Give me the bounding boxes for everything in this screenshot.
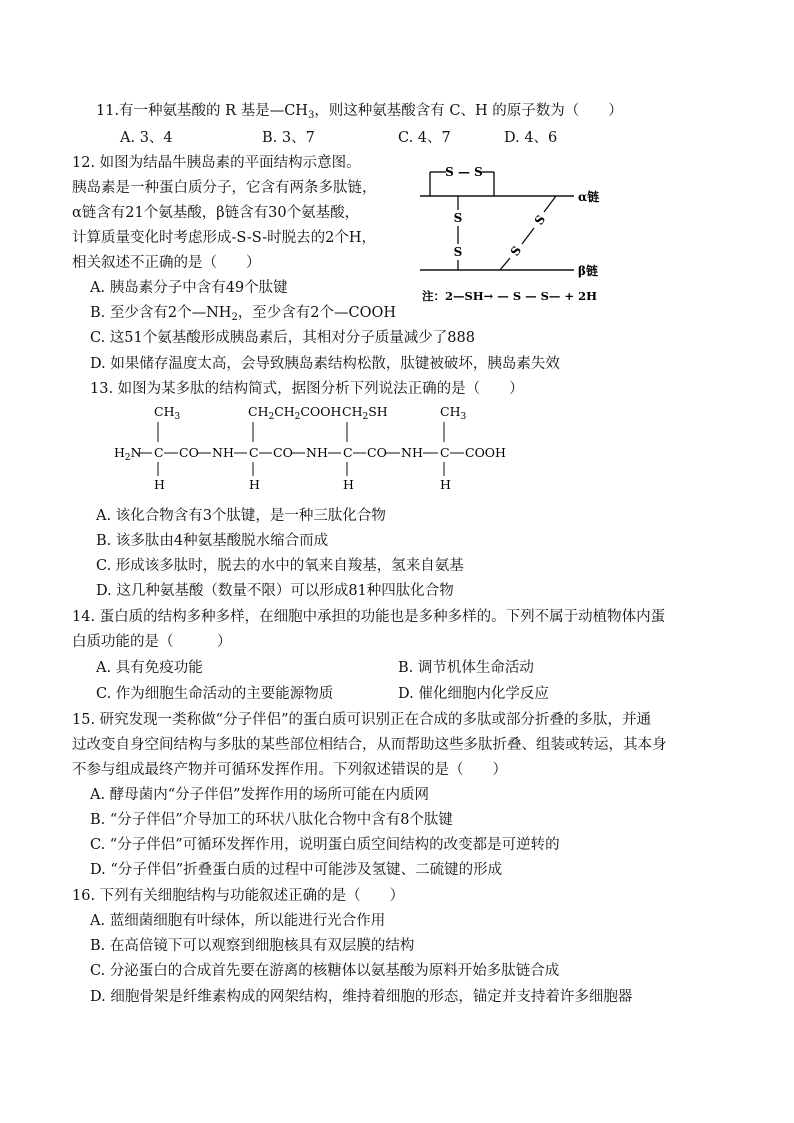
polypeptide-structural-formula bbox=[110, 402, 530, 494]
q14-option-a[interactable]: A. 具有免疫功能 bbox=[96, 660, 203, 676]
s-left-top: S bbox=[453, 211, 463, 225]
carboxyl-terminus: COOH bbox=[465, 445, 506, 460]
alpha-carbon-2: C bbox=[249, 445, 259, 460]
q11-stem: 11.有一种氨基酸的 R 基是$—CH_3$，则这种氨基酸含有 C、H 的原子数为（ ） bbox=[96, 103, 623, 121]
q12-stem-line-2: 胰岛素是一种蛋白质分子，它含有两条多肽链， bbox=[72, 180, 377, 196]
hydrogen-3: H bbox=[343, 477, 354, 492]
q16-option-c[interactable]: C. 分泌蛋白的合成首先要在游离的核糖体以氨基酸为原料开始多肽链合成 bbox=[90, 963, 560, 979]
side-chain-1: $CH_3$ bbox=[154, 404, 181, 422]
carbonyl-2: CO bbox=[273, 445, 293, 460]
s-left-bottom: S bbox=[453, 245, 463, 259]
q15-option-b[interactable]: B. “分子伴侣”介导加工的环状八肽化合物中含有8个肽键 bbox=[90, 812, 453, 828]
figure-note: 注：2—SH→ — S — S— + 2H bbox=[422, 289, 597, 303]
q12-option-b[interactable]: B. 至少含有2个$—NH_2$，至少含有2个—COOH bbox=[90, 305, 397, 323]
q12-option-d[interactable]: D. 如果储存温度太高，会导致胰岛素结构松散，肽键被破坏，胰岛素失效 bbox=[90, 356, 560, 372]
q12-stem-line-4: 计算质量变化时考虑形成-S-S-时脱去的2个H， bbox=[72, 230, 376, 246]
q11-option-a[interactable]: A. 3、4 bbox=[120, 130, 173, 146]
q11-option-b[interactable]: B. 3、7 bbox=[262, 130, 315, 146]
q12-stem-line-1: 12. 如图为结晶牛胰岛素的平面结构示意图。 bbox=[72, 155, 361, 171]
q14-stem-line-1: 14. 蛋白质的结构多种多样，在细胞中承担的功能也是多种多样的。下列不属于动植物体内蛋 bbox=[72, 609, 666, 625]
amide-nh-1: NH bbox=[212, 445, 234, 460]
q15-stem-line-3: 不参与组成最终产物并可循环发挥作用。下列叙述错误的是（ ） bbox=[72, 762, 507, 778]
q13-option-d[interactable]: D. 这几种氨基酸（数量不限）可以形成81种四肽化合物 bbox=[96, 583, 454, 599]
q11-option-d[interactable]: D. 4、6 bbox=[504, 130, 558, 146]
q13-stem: 13. 如图为某多肽的结构简式，据图分析下列说法正确的是（ ） bbox=[90, 381, 524, 397]
q13-option-a[interactable]: A. 该化合物含有3个肽键，是一种三肽化合物 bbox=[96, 508, 386, 524]
carbonyl-1: CO bbox=[179, 445, 199, 460]
q14-option-c[interactable]: C. 作为细胞生命活动的主要能源物质 bbox=[96, 686, 334, 702]
q12-stem-line-5: 相关叙述不正确的是（ ） bbox=[72, 255, 261, 271]
s-diag-bottom: S bbox=[507, 243, 525, 259]
carbonyl-3: CO bbox=[367, 445, 387, 460]
insulin-structure-diagram bbox=[416, 158, 616, 308]
amino-terminus: $H_2N$ bbox=[114, 445, 142, 463]
q16-option-b[interactable]: B. 在高倍镜下可以观察到细胞核具有双层膜的结构 bbox=[90, 938, 415, 954]
q15-stem-line-1: 15. 研究发现一类称做“分子伴侣”的蛋白质可识别正在合成的多肽或部分折叠的多肽，并通 bbox=[72, 712, 651, 728]
q15-option-c[interactable]: C. “分子伴侣”可循环发挥作用，说明蛋白质空间结构的改变都是可逆转的 bbox=[90, 837, 560, 853]
q11-option-c[interactable]: C. 4、7 bbox=[398, 130, 451, 146]
q15-option-a[interactable]: A. 酵母菌内“分子伴侣”发挥作用的场所可能在内质网 bbox=[90, 787, 430, 803]
q12-option-c[interactable]: C. 这51个氨基酸形成胰岛素后，其相对分子质量减少了888 bbox=[90, 330, 475, 346]
amide-nh-2: NH bbox=[306, 445, 328, 460]
q15-option-d[interactable]: D. “分子伴侣”折叠蛋白质的过程中可能涉及氢键、二硫键的形成 bbox=[90, 862, 503, 878]
q12-stem-line-3: α链含有21个氨基酸，β链含有30个氨基酸， bbox=[72, 205, 360, 221]
q13-option-b[interactable]: B. 该多肽由4种氨基酸脱水缩合而成 bbox=[96, 533, 329, 549]
q14-option-d[interactable]: D. 催化细胞内化学反应 bbox=[398, 686, 549, 702]
hydrogen-2: H bbox=[249, 477, 260, 492]
alpha-carbon-1: C bbox=[154, 445, 164, 460]
hydrogen-1: H bbox=[154, 477, 165, 492]
alpha-carbon-4: C bbox=[440, 445, 450, 460]
amide-nh-3: NH bbox=[401, 445, 423, 460]
q14-stem-line-2: 白质功能的是（ ） bbox=[72, 634, 232, 650]
q16-option-d[interactable]: D. 细胞骨架是纤维素构成的网架结构，维持着细胞的形态，锚定并支持着许多细胞器 bbox=[90, 989, 633, 1005]
side-chain-2: $CH_2CH_2COOH$ bbox=[248, 404, 342, 422]
alpha-carbon-3: C bbox=[343, 445, 353, 460]
q14-option-b[interactable]: B. 调节机体生命活动 bbox=[398, 660, 534, 676]
beta-chain-label: β链 bbox=[578, 264, 598, 278]
q16-option-a[interactable]: A. 蓝细菌细胞有叶绿体，所以能进行光合作用 bbox=[90, 913, 386, 929]
hydrogen-4: H bbox=[440, 477, 451, 492]
ss-top-label: S — S bbox=[445, 165, 483, 179]
s-diag-top: S bbox=[531, 212, 549, 228]
q15-stem-line-2: 过改变自身空间结构与多肽的某些部位相结合，从而帮助这些多肽折叠、组装或转运，其本身 bbox=[72, 737, 667, 753]
q12-option-a[interactable]: A. 胰岛素分子中含有49个肽键 bbox=[90, 280, 288, 296]
q13-option-c[interactable]: C. 形成该多肽时，脱去的水中的氧来自羧基，氢来自氨基 bbox=[96, 558, 464, 574]
q16-stem: 16. 下列有关细胞结构与功能叙述正确的是（ ） bbox=[72, 888, 405, 904]
side-chain-4: $CH_3$ bbox=[440, 404, 467, 422]
alpha-chain-label: α链 bbox=[578, 190, 600, 204]
side-chain-3: $CH_2SH$ bbox=[342, 404, 388, 422]
